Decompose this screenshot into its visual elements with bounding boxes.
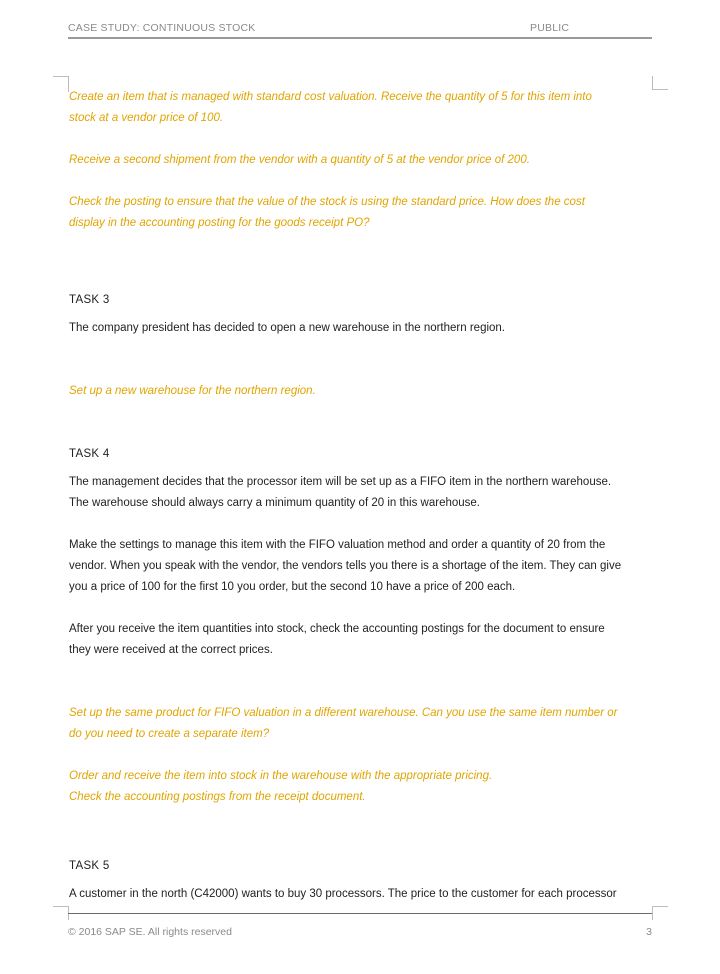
spacer (69, 339, 659, 381)
spacer (69, 877, 659, 884)
instruction-text: Order and receive the item into stock in the warehouse with the appropriate pricing. (69, 770, 493, 782)
task-text: The management decides that the processor item will be set up as a FIFO item in the northern warehouse. (69, 476, 612, 488)
spacer (69, 171, 659, 192)
page-body (69, 87, 659, 905)
spacer (69, 129, 659, 150)
task-text: A customer in the north (C42000) wants to buy 30 processors. The price to the customer for each processor (69, 888, 617, 900)
spacer (69, 808, 659, 856)
task-text: you a price of 100 for the first 10 you order, but the second 10 have a price of 200 each. (69, 581, 516, 593)
instruction-text: Check the accounting postings from the receipt document. (69, 791, 366, 803)
crop-mark-bottom-left (53, 906, 69, 907)
instruction-text: Set up a new warehouse for the northern region. (69, 385, 316, 397)
task-text: The company president has decided to open a new warehouse in the northern region. (69, 322, 506, 334)
crop-mark-bottom-right (652, 906, 653, 920)
spacer (69, 234, 659, 290)
spacer (69, 598, 659, 619)
task-4-heading: TASK 4 (69, 448, 110, 460)
header-rule (68, 37, 652, 39)
page-footer (68, 926, 652, 942)
spacer (69, 661, 659, 703)
instruction-text: Create an item that is managed with standard cost valuation. Receive the quantity of 5 for this item into (69, 91, 592, 103)
task-3-heading: TASK 3 (69, 294, 110, 306)
crop-mark-bottom-right (652, 906, 668, 907)
page-number: 3 (646, 926, 652, 938)
spacer (69, 311, 659, 318)
task-text: The warehouse should always carry a minimum quantity of 20 in this warehouse. (69, 497, 481, 509)
instruction-text: Receive a second shipment from the vendor with a quantity of 5 at the vendor price of 200. (69, 154, 530, 166)
header-title: CASE STUDY: CONTINUOUS STOCK (68, 22, 256, 34)
task-text: they were received at the correct prices. (69, 644, 273, 656)
spacer (69, 745, 659, 766)
header-classification: PUBLIC (530, 22, 570, 34)
spacer (69, 514, 659, 535)
task-text: vendor. When you speak with the vendor, the vendors tells you there is a shortage of the item. They can give (69, 560, 622, 572)
spacer (69, 402, 659, 444)
instruction-text: do you need to create a separate item? (69, 728, 270, 740)
instruction-text: Check the posting to ensure that the value of the stock is using the standard price. How does the cost (69, 196, 585, 208)
task-text: Make the settings to manage this item with the FIFO valuation method and order a quantity of 20 from the (69, 539, 606, 551)
instruction-text: display in the accounting posting for the goods receipt PO? (69, 217, 370, 229)
instruction-text: stock at a vendor price of 100. (69, 112, 224, 124)
spacer (69, 465, 659, 472)
task-text: After you receive the item quantities into stock, check the accounting postings for the document to ensure (69, 623, 605, 635)
instruction-text: Set up the same product for FIFO valuation in a different warehouse. Can you use the same item number or (69, 707, 618, 719)
crop-mark-top-left (53, 76, 69, 77)
footer-rule (68, 913, 652, 914)
copyright-text: © 2016 SAP SE. All rights reserved (68, 926, 232, 938)
task-5-heading: TASK 5 (69, 860, 110, 872)
page-header (68, 22, 652, 38)
